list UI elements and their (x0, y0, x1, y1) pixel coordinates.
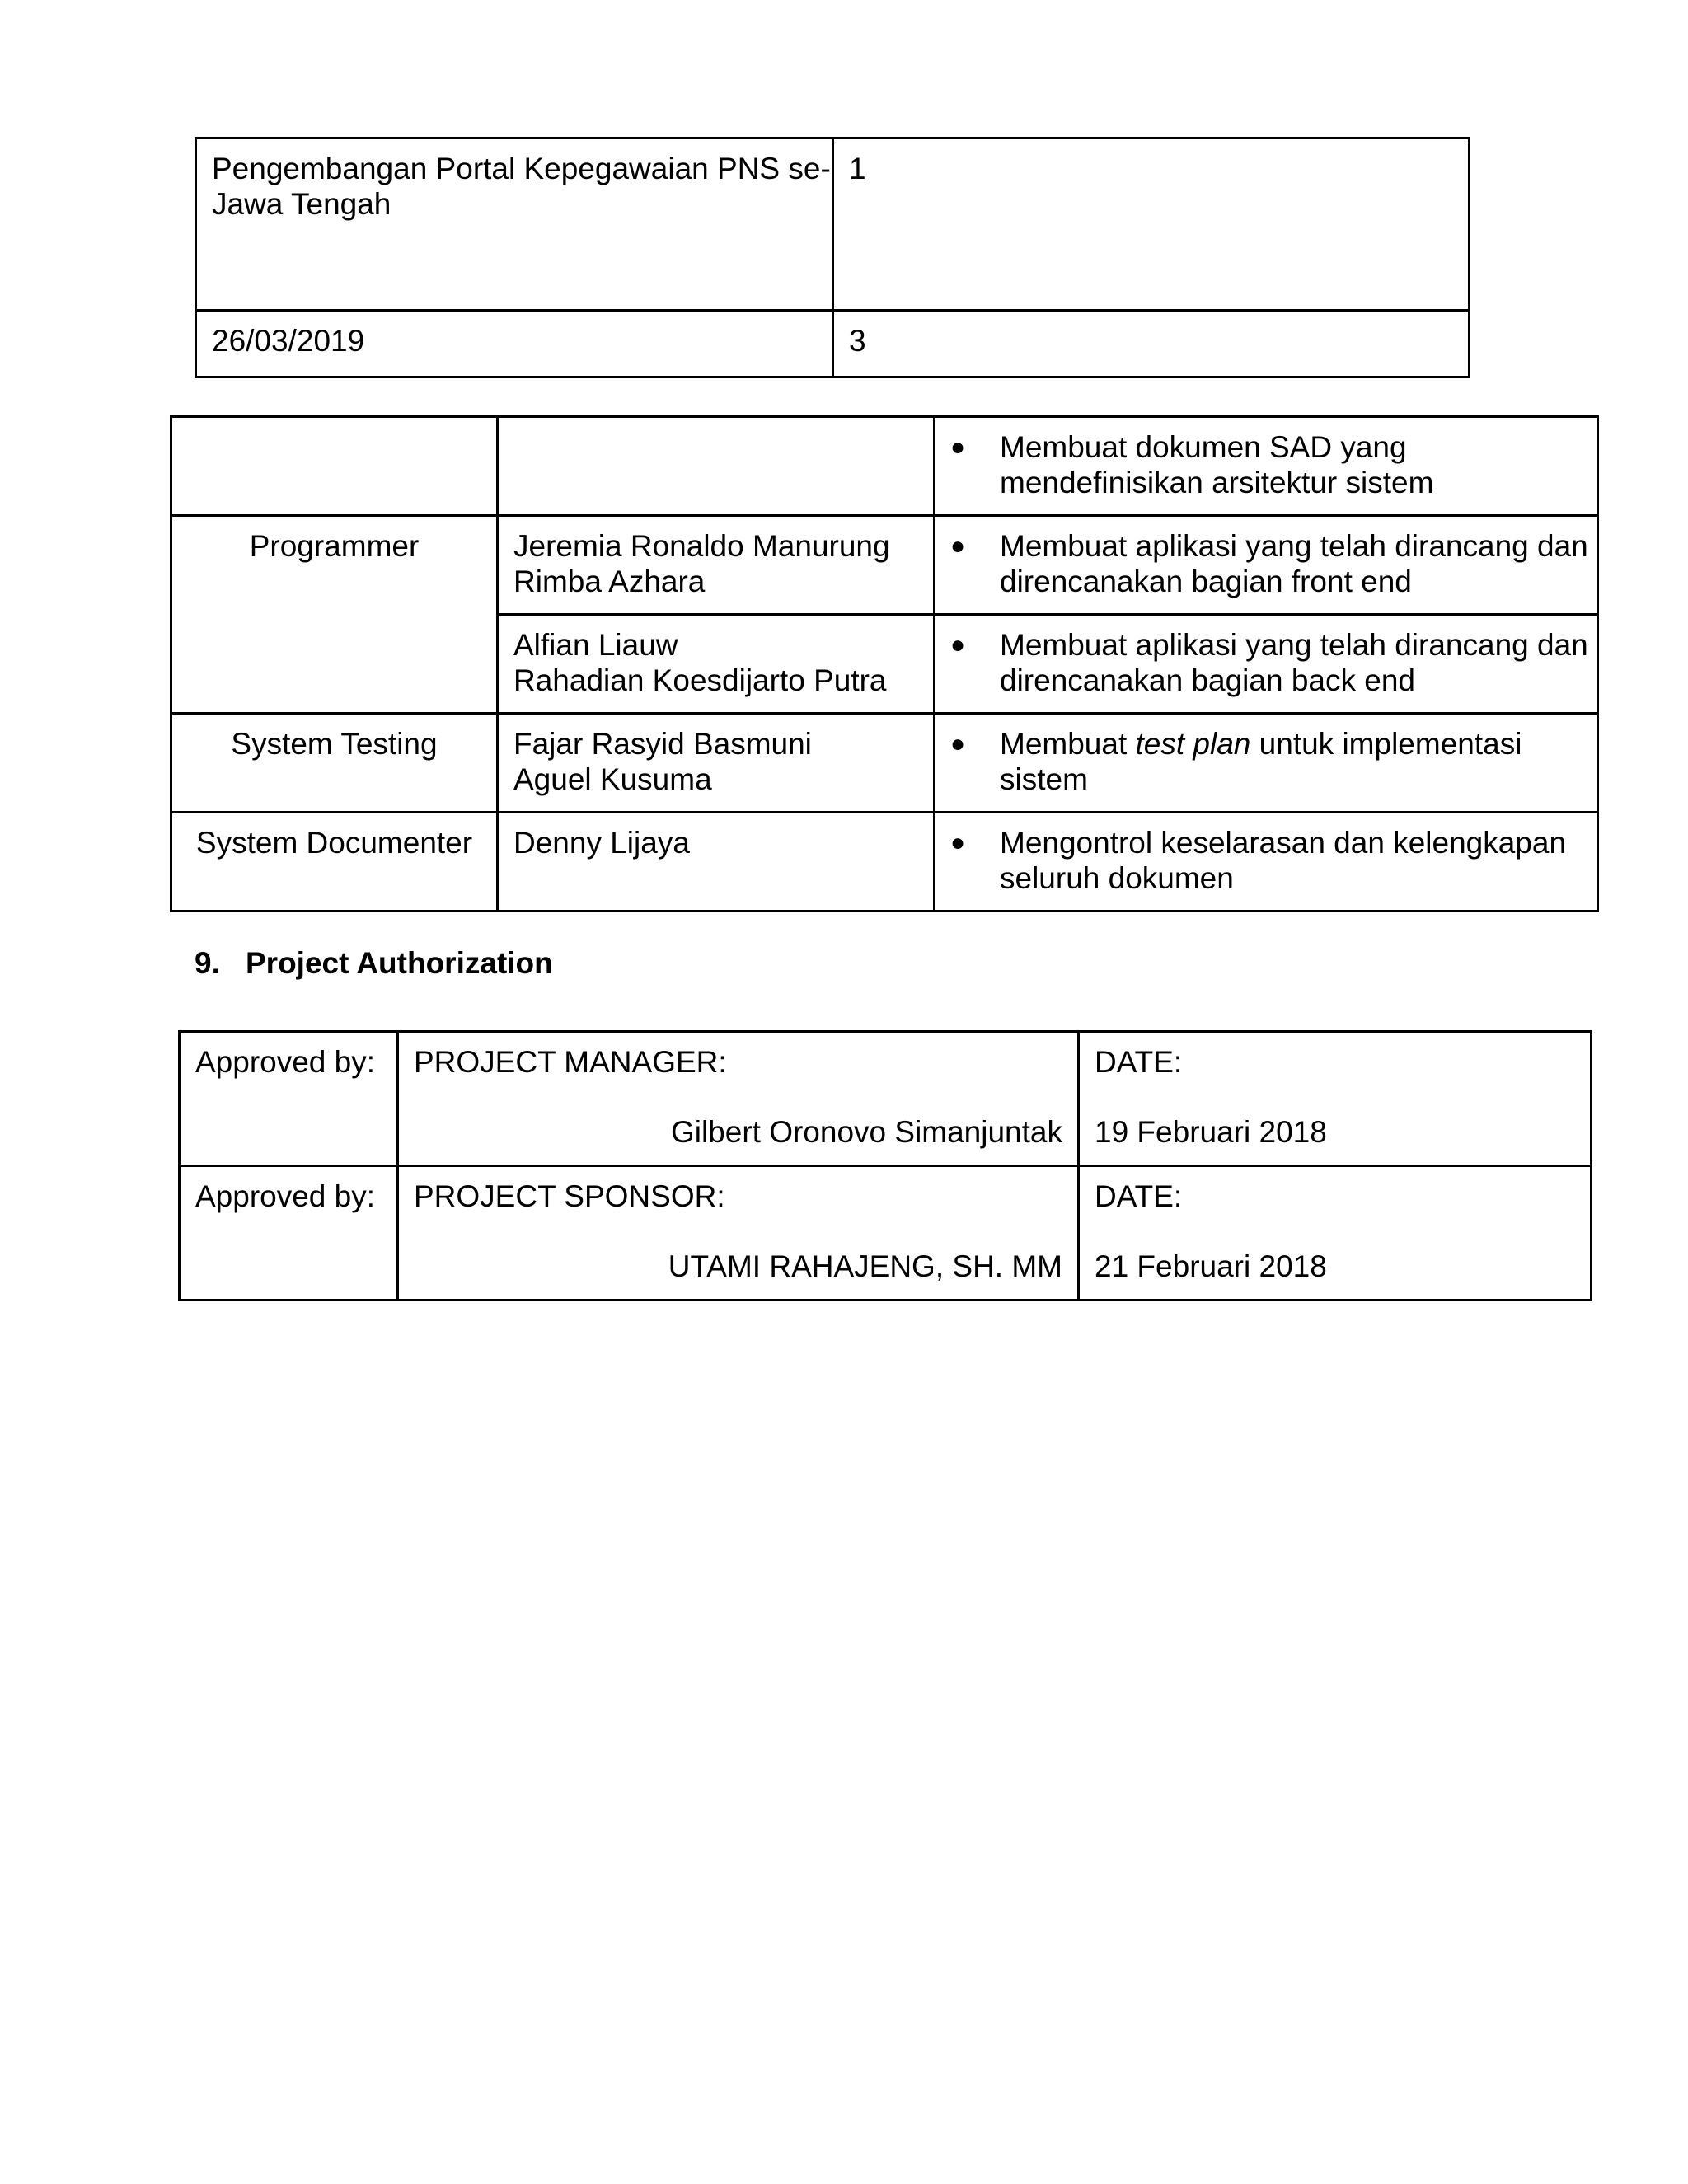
task-line: Membuat dokumen SAD yang (1000, 430, 1407, 464)
project-info-row (196, 138, 1470, 311)
task-text: untuk implementasi (1250, 727, 1522, 761)
approver-role: PROJECT MANAGER: (414, 1045, 727, 1079)
task-italic-text: test plan (1135, 727, 1251, 761)
member-name: Alfian Liauw (513, 628, 678, 662)
task-cell (935, 417, 1598, 516)
members-cell (498, 516, 935, 615)
task-line: mendefinisikan arsitektur sistem (1000, 466, 1434, 499)
bullet-icon: ● (950, 631, 966, 658)
date-label: DATE: (1095, 1179, 1183, 1213)
task-cell (935, 615, 1598, 714)
role-name: System Documenter (195, 826, 473, 860)
task-text: Membuat (1000, 727, 1136, 761)
approver-role: PROJECT SPONSOR: (414, 1179, 725, 1213)
section-heading (195, 946, 553, 981)
task-line: seluruh dokumen (1000, 861, 1234, 895)
date-value-cell (833, 311, 1470, 377)
task-cell (935, 516, 1598, 615)
task-line: Mengontrol keselarasan dan kelengkapan (1000, 826, 1567, 860)
authorization-table (178, 1030, 1592, 1301)
role-cell (171, 516, 498, 714)
date-cell (1079, 1032, 1592, 1166)
approver-cell (398, 1166, 1079, 1301)
task-line: direncanakan bagian front end (1000, 565, 1412, 598)
table-row (171, 516, 1598, 615)
task-cell (935, 813, 1598, 912)
section-number: 9. (195, 946, 220, 980)
task-line: Membuat aplikasi yang telah dirancang dan (1000, 529, 1588, 563)
approval-date: 21 Februari 2018 (1095, 1249, 1327, 1283)
table-row (171, 714, 1598, 813)
table-row (171, 417, 1598, 516)
role-name: System Testing (231, 727, 438, 761)
project-name-line: Jawa Tengah (212, 187, 392, 221)
table-row (171, 813, 1598, 912)
bullet-icon: ● (950, 730, 966, 757)
project-value: 1 (849, 152, 866, 185)
date-value: 3 (849, 324, 866, 358)
bullet-icon: ● (950, 434, 966, 461)
approved-label: Approved by: (195, 1045, 376, 1079)
approver-name: UTAMI RAHAJENG, SH. MM (668, 1249, 1062, 1283)
task-line: direncanakan bagian back end (1000, 663, 1415, 697)
approved-label: Approved by: (195, 1179, 376, 1213)
role-name: Programmer (249, 529, 420, 563)
project-name-cell (196, 138, 833, 311)
project-date-row (196, 311, 1470, 377)
task-line: sistem (1000, 762, 1088, 796)
bullet-icon: ● (950, 532, 966, 560)
bullet-icon: ● (950, 829, 966, 856)
approver-name: Gilbert Oronovo Simanjuntak (670, 1115, 1062, 1149)
task-line (1000, 726, 1582, 762)
member-name: Rimba Azhara (513, 565, 706, 598)
member-name: Denny Lijaya (513, 826, 690, 860)
roles-table (170, 415, 1599, 912)
date-cell (1079, 1166, 1592, 1301)
approved-label-cell (180, 1166, 398, 1301)
role-cell (171, 417, 498, 516)
date-text: 26/03/2019 (212, 324, 365, 358)
member-name: Aguel Kusuma (513, 762, 712, 796)
members-cell (498, 615, 935, 714)
project-info-table (195, 137, 1470, 378)
members-cell (498, 813, 935, 912)
date-label: DATE: (1095, 1045, 1183, 1079)
task-line: Membuat aplikasi yang telah dirancang dan (1000, 628, 1588, 662)
members-cell (498, 714, 935, 813)
section-title: Project Authorization (246, 946, 553, 980)
member-name: Rahadian Koesdijarto Putra (513, 663, 887, 697)
task-cell (935, 714, 1598, 813)
approver-cell (398, 1032, 1079, 1166)
table-row (180, 1032, 1592, 1166)
members-cell (498, 417, 935, 516)
project-name-line: Pengembangan Portal Kepegawaian PNS se- (212, 152, 831, 185)
project-value-cell (833, 138, 1470, 311)
member-name: Jeremia Ronaldo Manurung (513, 529, 890, 563)
date-cell (196, 311, 833, 377)
approval-date: 19 Februari 2018 (1095, 1115, 1327, 1149)
role-cell (171, 714, 498, 813)
approved-label-cell (180, 1032, 398, 1166)
table-row (180, 1166, 1592, 1301)
member-name: Fajar Rasyid Basmuni (513, 727, 812, 761)
role-cell (171, 813, 498, 912)
